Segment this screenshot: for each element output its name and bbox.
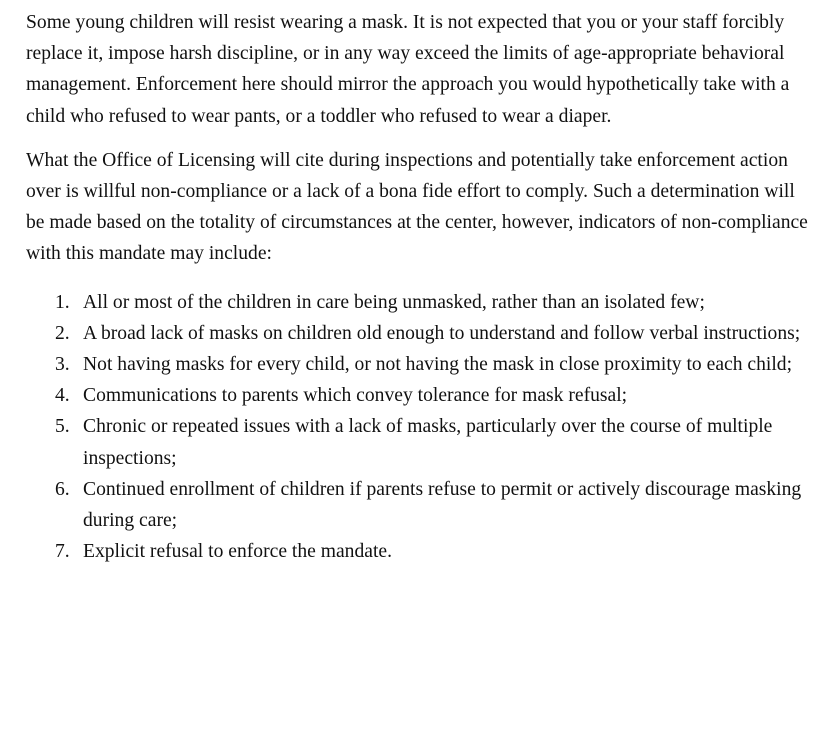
list-item-number: 7. <box>55 541 70 563</box>
list-item <box>26 536 816 567</box>
paragraph-mask-resistance: Some young children will resist wearing a mask. It is not expected that you or your staff forcibly replace it, impose harsh discipline, or in any way exceed the limits of age-appropriate behavioral management. Enforcement here should mirror the approach you would hypothetically take with a child who refused to wear pants, or a toddler who refused to wear a diaper. <box>26 12 790 127</box>
list-item <box>26 287 816 318</box>
list-item-text: Continued enrollment of children if parents refuse to permit or actively discourage masking during care; <box>83 478 802 532</box>
non-compliance-indicators-list <box>26 287 816 568</box>
list-item <box>26 349 816 380</box>
list-item <box>26 318 816 349</box>
list-item-number: 1. <box>55 291 70 313</box>
list-item-number: 3. <box>55 354 70 376</box>
list-item-text: A broad lack of masks on children old enough to understand and follow verbal instructions; <box>83 322 801 344</box>
list-item-text: All or most of the children in care being unmasked, rather than an isolated few; <box>83 291 705 313</box>
list-item-text: Explicit refusal to enforce the mandate. <box>83 541 393 563</box>
list-item <box>26 474 816 536</box>
list-item <box>26 380 816 411</box>
list-item-number: 5. <box>55 416 70 438</box>
list-item-text: Communications to parents which convey tolerance for mask refusal; <box>83 385 628 407</box>
list-item-text: Chronic or repeated issues with a lack of masks, particularly over the course of multiple inspections; <box>83 416 773 469</box>
list-item <box>26 411 816 473</box>
list-item-text: Not having masks for every child, or not having the mask in close proximity to each child; <box>83 354 793 376</box>
list-item-number: 6. <box>55 478 70 500</box>
list-item-number: 4. <box>55 385 70 407</box>
document-body <box>26 7 816 567</box>
list-item-number: 2. <box>55 322 70 344</box>
paragraph-non-compliance: What the Office of Licensing will cite during inspections and potentially take enforcement action over is willful non-compliance or a lack of a bona fide effort to comply. Such a determination will be made based on the totality of circumstances at the center, however, indicators of non-compliance with this mandate may include: <box>26 149 808 265</box>
